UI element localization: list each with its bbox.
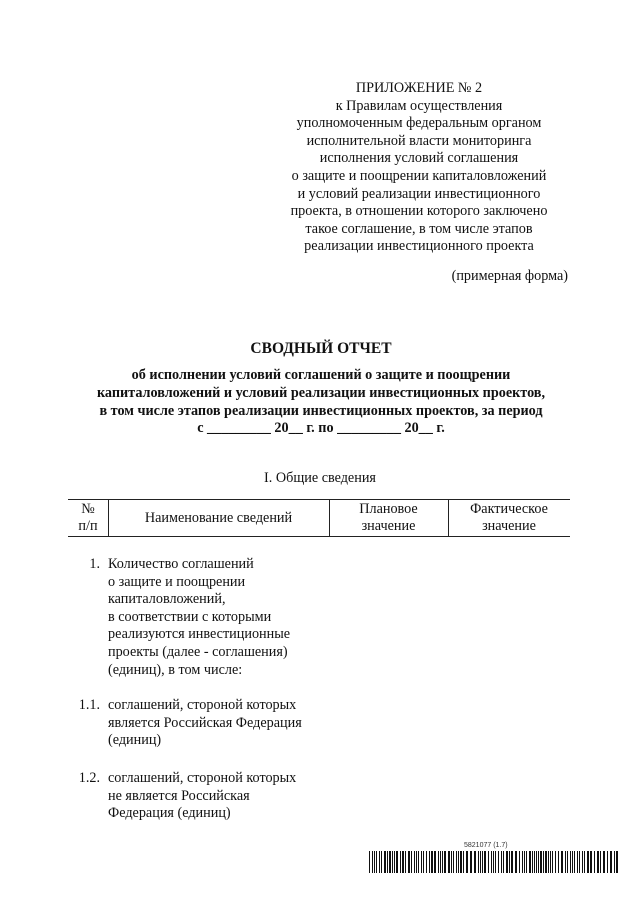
row-text-line: соглашений, стороной которых [108, 697, 297, 713]
barcode-bar [597, 851, 599, 873]
barcode-bar [616, 851, 618, 873]
barcode-bar [555, 851, 556, 873]
row-text-line: проекты (далее - соглашения) [108, 643, 288, 660]
barcode-bar [587, 851, 589, 873]
barcode-bar [482, 851, 483, 873]
header-name [108, 510, 329, 527]
barcode-bar [480, 851, 481, 873]
appendix-line: о защите и поощрении капиталовложений [291, 167, 547, 184]
report-subtitle-line: капиталовложений и условий реализации инвестиционных проектов, [96, 384, 546, 401]
barcode-bar [384, 851, 386, 873]
barcode-bar [463, 851, 464, 873]
barcode-bar [466, 851, 468, 873]
barcode-bar [536, 851, 537, 873]
report-subtitle-line: в том числе этапов реализации инвестиционных проектов, за период [99, 402, 543, 419]
barcode-bar [511, 851, 513, 873]
barcode-bar [478, 851, 479, 873]
barcode-bar [416, 851, 417, 873]
row-text-line: реализуются инвестиционные [108, 626, 291, 643]
row-text-line: Федерация (единиц) [108, 805, 231, 822]
header-actual [448, 501, 570, 535]
header-planned-line: значение [361, 518, 416, 534]
barcode-bar [600, 851, 601, 873]
barcode-bar [394, 851, 395, 873]
row-text-line: капиталовложений, [108, 591, 226, 608]
barcode-bar [524, 851, 525, 873]
report-period-line: с _________ 20__ г. по _________ 20__ г. [197, 420, 445, 437]
appendix-line: и условий реализации инвестиционного [297, 185, 541, 202]
row-text-line: (единиц) [108, 732, 162, 749]
barcode-bar [607, 851, 608, 873]
header-planned [329, 501, 448, 535]
barcode-bar [369, 851, 370, 873]
header-num-line: п/п [78, 518, 98, 534]
header-num-line: № [81, 501, 95, 517]
barcode-bar [389, 851, 391, 873]
report-heading [60, 340, 582, 438]
barcode-bar [374, 851, 375, 873]
header-actual-line: Фактическое [470, 501, 548, 517]
row-text-line: о защите и поощрении [108, 573, 246, 590]
barcode-bar [570, 851, 571, 873]
appendix-line: к Правилам осуществления [335, 97, 503, 114]
barcode-bar [603, 851, 605, 873]
barcode-bar [543, 851, 544, 873]
barcode-bar [610, 851, 612, 873]
barcode-bar [431, 851, 433, 873]
row-number: 1. [89, 556, 100, 572]
section-title: I. Общие сведения [264, 470, 376, 486]
barcode-bar [426, 851, 427, 873]
barcode-bar [579, 851, 580, 873]
barcode-bar [493, 851, 494, 873]
barcode-bar [532, 851, 533, 873]
barcode-bar [402, 851, 404, 873]
barcode-bar [565, 851, 566, 873]
row-description [108, 770, 348, 823]
appendix-line: уполномоченным федеральным органом [296, 115, 542, 132]
barcode-icon [369, 851, 619, 873]
appendix-line: такое соглашение, в том числе этапов [305, 220, 533, 237]
report-title: СВОДНЫЙ ОТЧЕТ [250, 340, 392, 357]
barcode-bar [400, 851, 401, 873]
barcode-bar [538, 851, 539, 873]
barcode-bar [418, 851, 419, 873]
header-name-text: Наименование сведений [144, 510, 293, 526]
barcode-bar [526, 851, 527, 873]
barcode-bar [396, 851, 398, 873]
barcode-bar [387, 851, 388, 873]
barcode-bar [495, 851, 496, 873]
barcode-bar [552, 851, 553, 873]
barcode-bar [372, 851, 373, 873]
row-number: 1.2. [78, 770, 100, 786]
barcode-bar [423, 851, 424, 873]
barcode-bar [474, 851, 476, 873]
row-description [108, 697, 348, 750]
barcode-bar [442, 851, 443, 873]
barcode-bar [572, 851, 573, 873]
barcode-bar [501, 851, 502, 873]
barcode-bar [506, 851, 508, 873]
table-top-border [68, 499, 570, 500]
row-number: 1.1. [78, 697, 100, 713]
barcode-bar [558, 851, 559, 873]
report-subtitle-line: об исполнении условий соглашений о защите и поощрении [131, 367, 511, 383]
barcode-bar [381, 851, 382, 873]
barcode-bar [379, 851, 380, 873]
barcode-bar [429, 851, 430, 873]
barcode-bar [567, 851, 568, 873]
barcode-bar [545, 851, 547, 873]
barcode-bar [519, 851, 520, 873]
barcode-bar [577, 851, 578, 873]
barcode-label: 5821077 (1.7) [464, 842, 508, 849]
barcode-bar [470, 851, 472, 873]
barcode-bar [574, 851, 575, 873]
barcode-bar [453, 851, 454, 873]
barcode-bar [451, 851, 452, 873]
row-text-line: не является Российская [108, 787, 250, 804]
barcode-bar [540, 851, 542, 873]
barcode-bar [421, 851, 422, 873]
row-text-line: Количество соглашений [108, 556, 254, 572]
barcode-bar [498, 851, 499, 873]
row-text-line: в соответствии с которыми [108, 608, 272, 625]
barcode-bar [503, 851, 504, 873]
barcode-bar [484, 851, 486, 873]
barcode-bar [408, 851, 410, 873]
row-text-line: является Российская Федерация [108, 714, 302, 731]
barcode-bar [614, 851, 615, 873]
barcode-bar [522, 851, 523, 873]
barcode-bar [488, 851, 489, 873]
barcode-bar [414, 851, 415, 873]
barcode-bar [584, 851, 585, 873]
barcode-bar [534, 851, 535, 873]
barcode-bar [594, 851, 595, 873]
barcode-bar [376, 851, 377, 873]
header-actual-line: значение [482, 518, 536, 534]
appendix-line: реализации инвестиционного проекта [304, 238, 534, 255]
barcode-bar [582, 851, 583, 873]
barcode-bar [458, 851, 459, 873]
table-header-border [68, 536, 570, 537]
barcode-bar [405, 851, 406, 873]
appendix-title: ПРИЛОЖЕНИЕ № 2 [355, 80, 483, 96]
barcode-bar [515, 851, 517, 873]
barcode-bar [509, 851, 510, 873]
barcode-bar [444, 851, 446, 873]
header-num [68, 501, 108, 535]
barcode-bar [411, 851, 412, 873]
barcode-bar [438, 851, 439, 873]
barcode-bar [491, 851, 492, 873]
barcode-bar [561, 851, 563, 873]
barcode-bar [590, 851, 592, 873]
barcode-bar [460, 851, 462, 873]
barcode-bar [456, 851, 457, 873]
barcode-bar [548, 851, 549, 873]
appendix-line: исполнительной власти мониторинга [306, 132, 532, 149]
row-text-line: (единиц), в том числе: [108, 661, 243, 678]
barcode-bar [448, 851, 450, 873]
appendix-header [268, 80, 570, 256]
appendix-line: проекта, в отношении которого заключено [290, 203, 548, 220]
barcode-bar [550, 851, 551, 873]
barcode-bar [392, 851, 393, 873]
barcode-bar [529, 851, 531, 873]
barcode-bar [434, 851, 436, 873]
barcode-bar [440, 851, 441, 873]
header-planned-line: Плановое [359, 501, 418, 517]
appendix-line: исполнения условий соглашения [319, 150, 519, 167]
row-text-line: соглашений, стороной которых [108, 770, 297, 786]
form-note: (примерная форма) [451, 268, 568, 284]
row-description [108, 556, 348, 679]
